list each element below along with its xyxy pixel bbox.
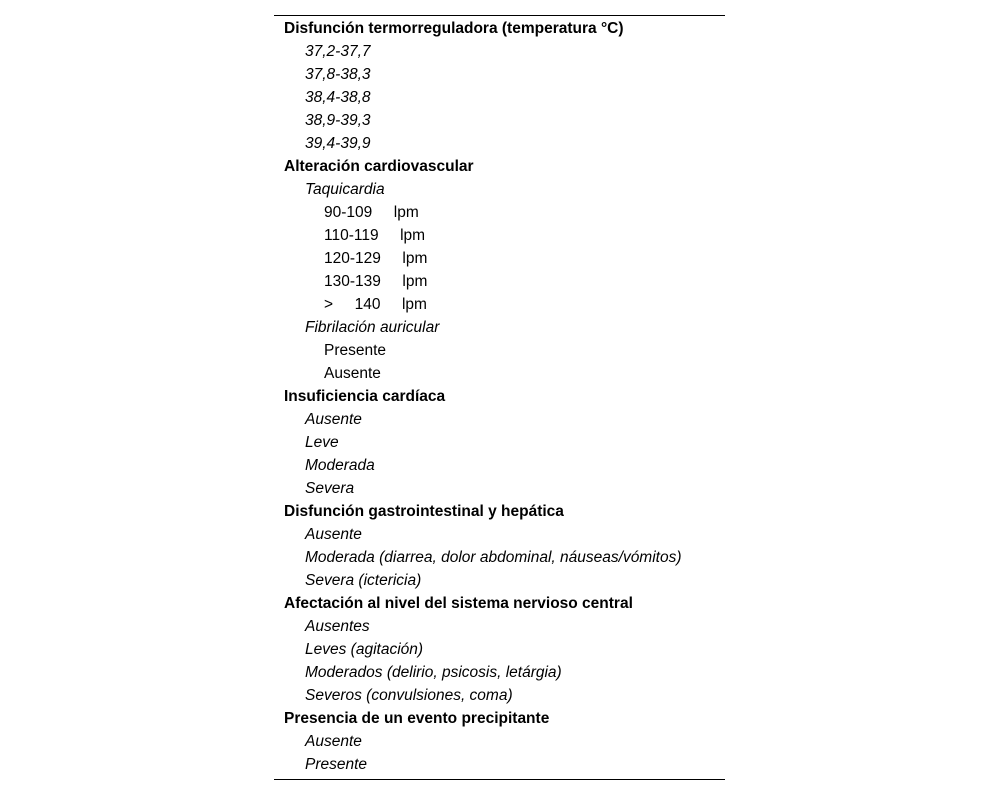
option-row: Moderados (delirio, psicosis, letárgia) <box>305 664 562 681</box>
section-heading-thermoregulatory: Disfunción termorreguladora (temperatura °C) <box>284 20 624 37</box>
option-row: 38,4-38,8 <box>305 89 371 106</box>
option-row: Ausentes <box>305 618 370 635</box>
option-row: Moderada <box>305 457 375 474</box>
section-heading-gastrointestinal: Disfunción gastrointestinal y hepática <box>284 503 564 520</box>
option-row: Severa (ictericia) <box>305 572 422 589</box>
option-row: Ausente <box>305 733 362 750</box>
option-row: 110-119 lpm <box>324 227 426 244</box>
option-row: Severa <box>305 480 355 497</box>
option-row: Ausente <box>324 365 381 382</box>
option-row: 90-109 lpm <box>324 204 419 221</box>
option-row: 37,2-37,7 <box>305 43 371 60</box>
option-row: Presente <box>305 756 368 773</box>
option-row: Presente <box>324 342 387 359</box>
subheading-atrial-fibrillation: Fibrilación auricular <box>305 319 440 336</box>
option-row: 38,9-39,3 <box>305 112 371 129</box>
option-row: 39,4-39,9 <box>305 135 371 152</box>
option-row: Moderada (diarrea, dolor abdominal, náuseas/vómitos) <box>305 549 682 566</box>
criteria-table <box>274 15 725 780</box>
option-row: Ausente <box>305 411 362 428</box>
option-row: Severos (convulsiones, coma) <box>305 687 513 704</box>
option-row: Leve <box>305 434 339 451</box>
section-heading-heart-failure: Insuficiencia cardíaca <box>284 388 446 405</box>
criteria-rows <box>284 17 725 776</box>
section-heading-cardiovascular: Alteración cardiovascular <box>284 158 474 175</box>
option-row: 130-139 lpm <box>324 273 428 290</box>
option-row: 37,8-38,3 <box>305 66 371 83</box>
subheading-tachycardia: Taquicardia <box>305 181 385 198</box>
option-row: Leves (agitación) <box>305 641 424 658</box>
option-row: 120-129 lpm <box>324 250 428 267</box>
option-row: Ausente <box>305 526 362 543</box>
section-heading-cns: Afectación al nivel del sistema nervioso central <box>284 595 633 612</box>
option-row: > 140 lpm <box>324 296 427 313</box>
section-heading-precipitating-event: Presencia de un evento precipitante <box>284 710 550 727</box>
